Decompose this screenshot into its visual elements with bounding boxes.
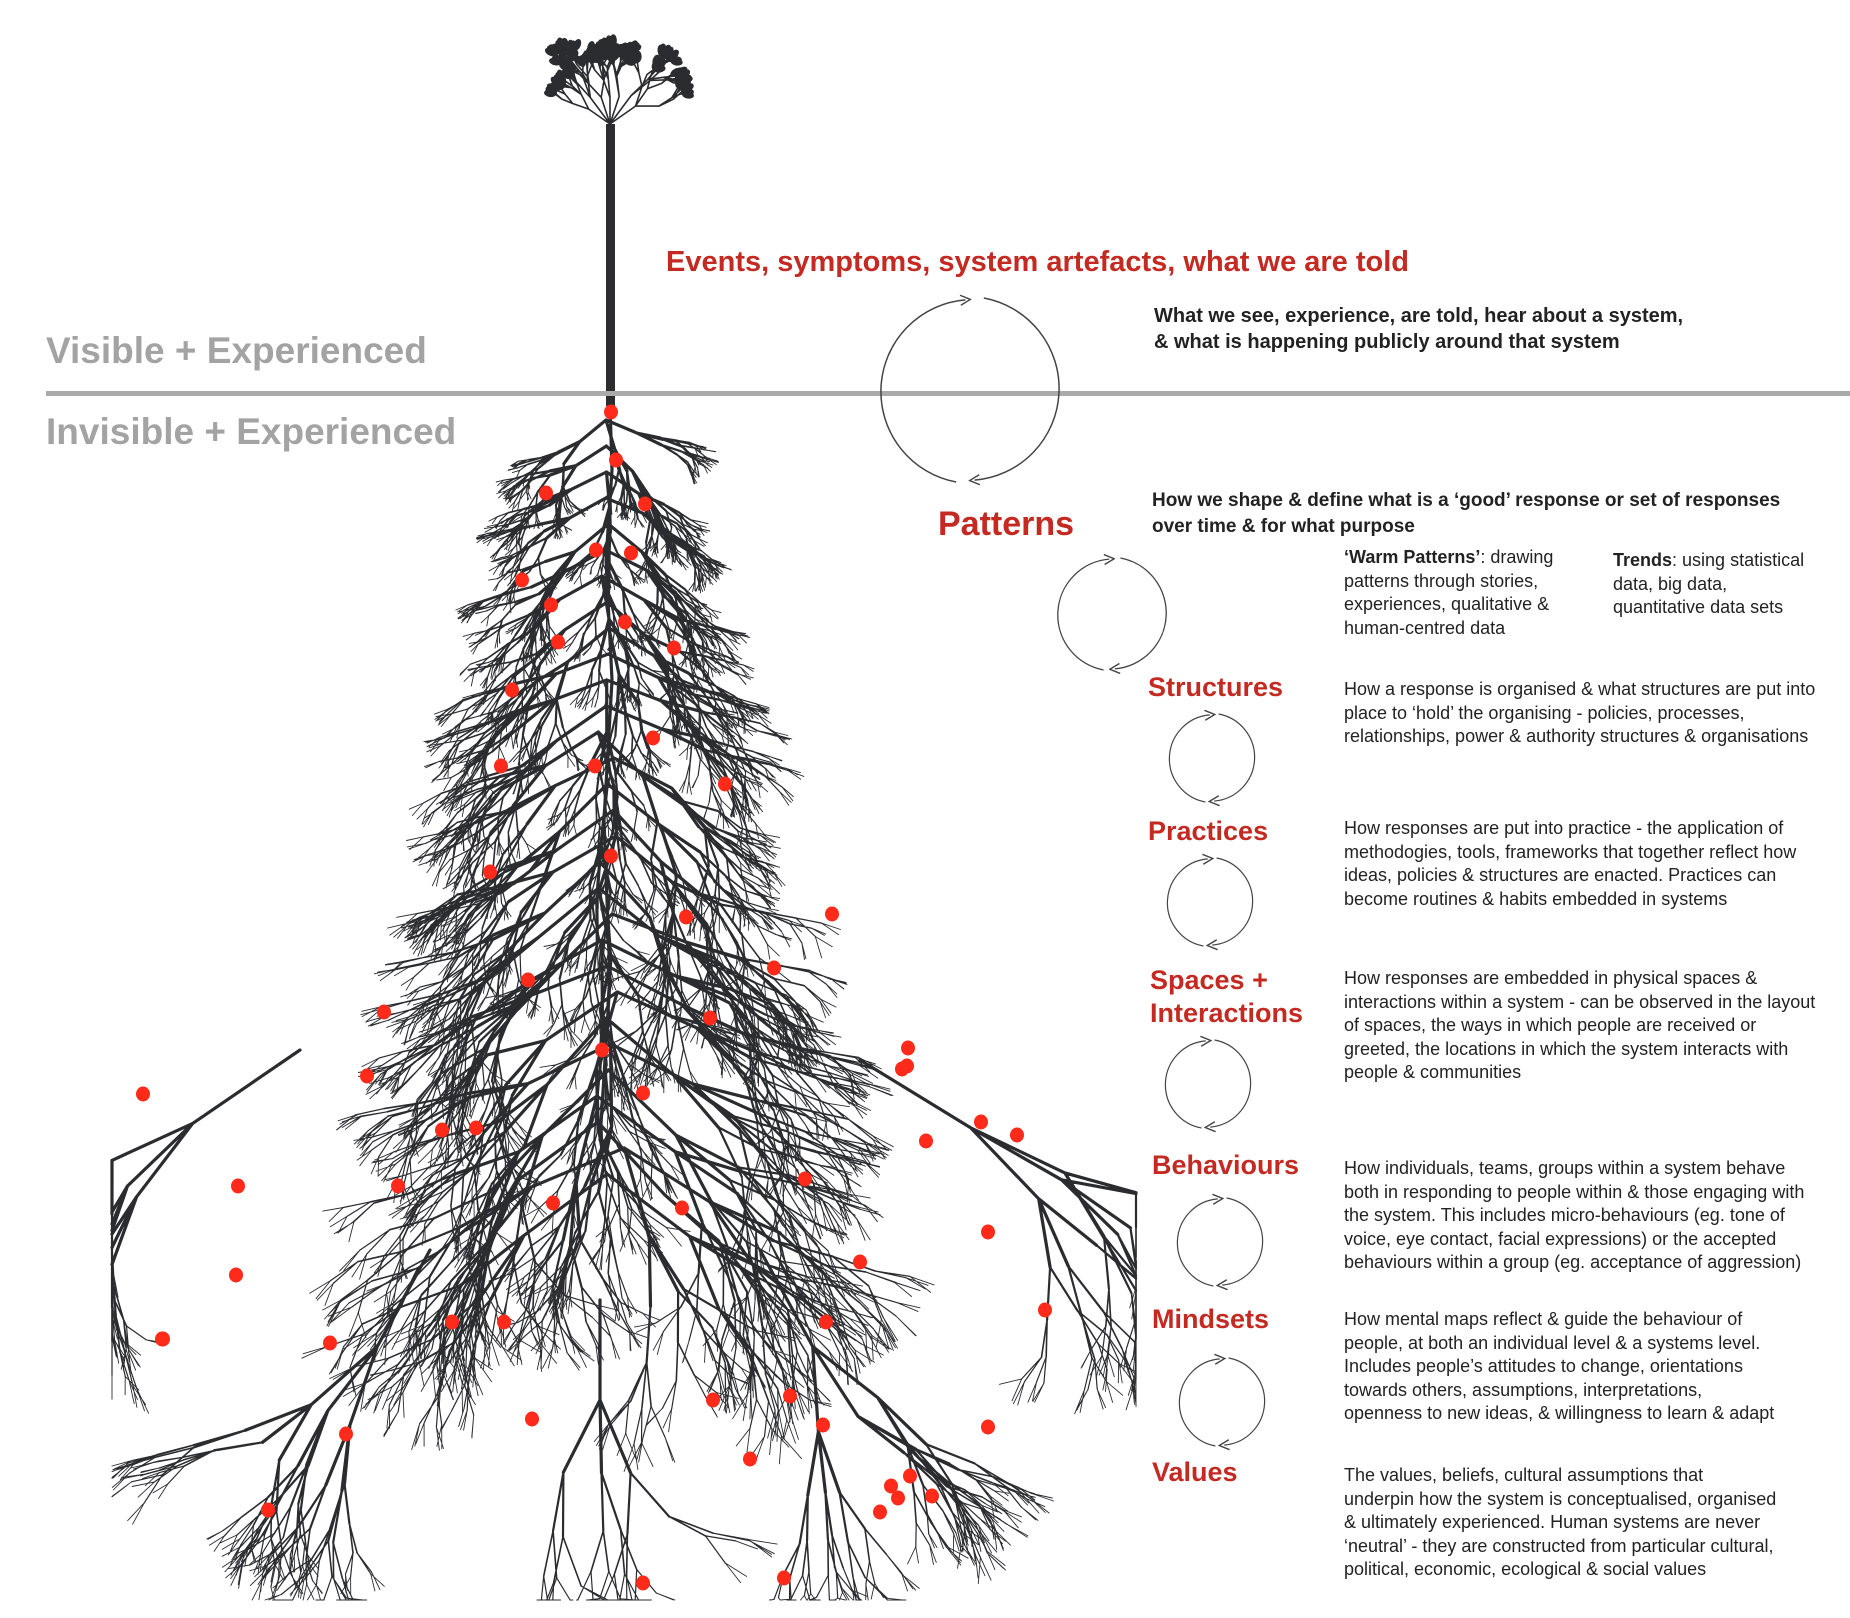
practices-line-3: ideas, policies & structures are enacted. Practices can bbox=[1344, 865, 1777, 886]
root-dot bbox=[816, 1418, 830, 1433]
root-dot bbox=[323, 1336, 337, 1351]
mindsets-line-4: towards others, assumptions, interpretations, bbox=[1344, 1379, 1703, 1400]
behaviours-line-5: behaviours within a group (eg. acceptance of aggression) bbox=[1344, 1252, 1802, 1273]
root-dot bbox=[624, 546, 638, 561]
root-branches bbox=[112, 404, 1136, 1495]
root-dot bbox=[706, 1393, 720, 1408]
root-dot bbox=[391, 1179, 405, 1194]
surface-divider bbox=[46, 391, 1850, 396]
structures-description bbox=[1344, 678, 1849, 749]
warm-patterns-note bbox=[1344, 546, 1553, 640]
root-dot bbox=[551, 635, 565, 650]
events-desc-line-2: & what is happening publicly around that system bbox=[1154, 331, 1620, 353]
cycle-arrow-icon bbox=[1169, 715, 1209, 802]
root-dot bbox=[925, 1489, 939, 1504]
trends-note bbox=[1613, 549, 1804, 620]
root-dot bbox=[718, 777, 732, 792]
spaces-line-3: of spaces, the ways in which people are received or bbox=[1344, 1015, 1757, 1036]
warm-line-4: human-centred data bbox=[1344, 617, 1506, 638]
patterns-desc-line-2: over time & for what purpose bbox=[1152, 516, 1415, 537]
cycle-arrow-icon bbox=[1177, 1199, 1217, 1286]
cycle-arrow-icon bbox=[1179, 1359, 1219, 1446]
values-line-1: The values, beliefs, cultural assumptions that bbox=[1344, 1465, 1704, 1485]
root-dot bbox=[261, 1503, 275, 1518]
root-dot bbox=[525, 1412, 539, 1427]
practices-line-1: How responses are put into practice - the application of bbox=[1344, 818, 1784, 838]
root-dot bbox=[895, 1062, 909, 1077]
practices-description bbox=[1344, 817, 1844, 911]
root-dot bbox=[767, 961, 781, 976]
behaviours-line-2: both in responding to people within & those engaging with bbox=[1344, 1181, 1805, 1202]
mindsets-line-1: How mental maps reflect & guide the behaviour of bbox=[1344, 1309, 1743, 1329]
structures-line-2: place to ‘hold’ the organising - policies, processes, bbox=[1344, 702, 1745, 723]
root-dot bbox=[667, 641, 681, 656]
root-dot bbox=[435, 1123, 449, 1138]
values-line-3: & ultimately experienced. Human systems are never bbox=[1344, 1512, 1761, 1533]
spaces-line-2: interactions within a system - can be observed in the layout bbox=[1344, 991, 1816, 1012]
trends-line-1: : using statistical bbox=[1672, 550, 1805, 570]
root-dot bbox=[646, 731, 660, 746]
spaces-interactions-description bbox=[1344, 967, 1850, 1085]
root-dot bbox=[377, 1005, 391, 1020]
root-dot bbox=[1010, 1128, 1024, 1143]
root-dot bbox=[638, 497, 652, 512]
root-dot bbox=[515, 573, 529, 588]
root-dot bbox=[588, 759, 602, 774]
root-system-icon bbox=[112, 404, 1136, 1600]
root-dot bbox=[825, 907, 839, 922]
mindsets-cycle bbox=[1179, 1358, 1264, 1446]
warm-patterns-term: ‘Warm Patterns’ bbox=[1344, 547, 1481, 567]
root-dot bbox=[901, 1041, 915, 1056]
root-dot bbox=[339, 1427, 353, 1442]
patterns-description bbox=[1152, 488, 1780, 540]
root-dot bbox=[445, 1315, 459, 1330]
root-branches bbox=[112, 438, 1136, 1544]
tree-trunk bbox=[606, 124, 615, 406]
root-dot bbox=[1038, 1303, 1052, 1318]
root-dot bbox=[903, 1469, 917, 1484]
root-dot bbox=[604, 849, 618, 864]
cycle-arrow-icon bbox=[1212, 858, 1252, 945]
root-dot bbox=[743, 1452, 757, 1467]
warm-line-3: experiences, qualitative & bbox=[1344, 594, 1550, 615]
mindsets-description bbox=[1344, 1308, 1844, 1426]
trends-line-2: data, big data, bbox=[1613, 573, 1728, 594]
spaces-cycle bbox=[1165, 1040, 1250, 1128]
root-dot bbox=[604, 405, 618, 420]
root-dot bbox=[974, 1115, 988, 1130]
spaces-label-line-2: Interactions bbox=[1150, 998, 1304, 1028]
root-dot bbox=[636, 1576, 650, 1591]
root-dot bbox=[229, 1268, 243, 1283]
root-dot bbox=[798, 1172, 812, 1187]
root-dot bbox=[679, 910, 693, 925]
cycle-arrow-icon bbox=[1222, 1198, 1262, 1285]
root-dot bbox=[539, 486, 553, 501]
root-dot bbox=[483, 865, 497, 880]
root-dot bbox=[609, 453, 623, 468]
cycle-arrow-icon bbox=[1210, 1040, 1250, 1127]
root-dot bbox=[589, 543, 603, 558]
values-label: Values bbox=[1152, 1457, 1238, 1487]
events-description bbox=[1154, 303, 1683, 355]
root-dot bbox=[136, 1087, 150, 1102]
behaviours-line-3: the system. This includes micro-behaviours (eg. tone of bbox=[1344, 1205, 1785, 1226]
root-dot bbox=[505, 683, 519, 698]
structures-label: Structures bbox=[1148, 672, 1284, 702]
root-dot bbox=[853, 1255, 867, 1270]
visible-region-label: Visible + Experienced bbox=[46, 330, 427, 371]
spaces-line-5: people & communities bbox=[1344, 1062, 1522, 1083]
practices-line-2: methodogies, tools, frameworks that together reflect how bbox=[1344, 841, 1797, 862]
spaces-interactions-label bbox=[1150, 964, 1303, 1030]
mindsets-line-2: people, at both an individual level & a systems level. bbox=[1344, 1332, 1761, 1353]
warm-line-2: patterns through stories, bbox=[1344, 570, 1539, 591]
mindsets-label: Mindsets bbox=[1152, 1304, 1270, 1334]
root-dot bbox=[544, 598, 558, 613]
root-dot bbox=[783, 1389, 797, 1404]
canopy-branches bbox=[550, 40, 688, 124]
behaviours-line-1: How individuals, teams, groups within a system behave bbox=[1344, 1158, 1786, 1178]
trends-term: Trends bbox=[1613, 550, 1673, 570]
spaces-label-line-1: Spaces + bbox=[1150, 965, 1268, 995]
behaviours-description bbox=[1344, 1157, 1844, 1275]
root-dot bbox=[156, 1332, 170, 1347]
root-dot bbox=[819, 1315, 833, 1330]
structures-cycle bbox=[1169, 714, 1254, 802]
practices-line-4: become routines & habits embedded in systems bbox=[1344, 888, 1728, 909]
root-dot bbox=[521, 973, 535, 988]
trends-line-3: quantitative data sets bbox=[1613, 597, 1784, 618]
cycle-arrow-icon bbox=[1167, 859, 1207, 946]
root-dot bbox=[981, 1420, 995, 1435]
root-dot bbox=[891, 1491, 905, 1506]
root-dot bbox=[595, 1043, 609, 1058]
root-dot bbox=[981, 1225, 995, 1240]
values-line-2: underpin how the system is conceptualised, organised bbox=[1344, 1488, 1777, 1509]
root-dot bbox=[360, 1069, 374, 1084]
root-dot bbox=[873, 1505, 887, 1520]
practices-cycle bbox=[1167, 858, 1252, 946]
tree-canopy-icon bbox=[544, 34, 696, 124]
events-title: Events, symptoms, system artefacts, what we are told bbox=[666, 246, 1409, 278]
structures-line-3: relationships, power & authority structures & organisations bbox=[1344, 726, 1809, 747]
behaviours-label: Behaviours bbox=[1152, 1150, 1300, 1180]
root-dot bbox=[497, 1315, 511, 1330]
root-dot bbox=[675, 1201, 689, 1216]
patterns-desc-line-1: How we shape & define what is a ‘good’ response or set of responses bbox=[1152, 490, 1781, 511]
cycle-arrow-icon bbox=[1214, 714, 1254, 801]
values-line-5: political, economic, ecological & social values bbox=[1344, 1559, 1707, 1580]
spaces-line-4: greeted, the locations in which the system interacts with bbox=[1344, 1038, 1789, 1059]
invisible-region-label: Invisible + Experienced bbox=[46, 411, 457, 452]
structures-line-1: How a response is organised & what structures are put into bbox=[1344, 679, 1816, 699]
root-dot bbox=[777, 1571, 791, 1586]
behaviours-cycle bbox=[1177, 1198, 1262, 1286]
root-dot bbox=[703, 1011, 717, 1026]
practices-label: Practices bbox=[1148, 816, 1269, 846]
mindsets-line-3: Includes people’s attitudes to change, orientations bbox=[1344, 1356, 1743, 1377]
warm-line-1: : drawing bbox=[1480, 547, 1554, 567]
root-dot bbox=[231, 1179, 245, 1194]
values-line-4: ‘neutral’ - they are constructed from particular cultural, bbox=[1344, 1535, 1774, 1556]
patterns-label: Patterns bbox=[938, 505, 1075, 543]
root-dot bbox=[636, 1086, 650, 1101]
events-desc-line-1: What we see, experience, are told, hear about a system, bbox=[1154, 305, 1684, 327]
cycle-arrow-icon bbox=[1224, 1358, 1264, 1445]
spaces-line-1: How responses are embedded in physical spaces & bbox=[1344, 968, 1758, 988]
values-description bbox=[1344, 1464, 1844, 1582]
root-dot bbox=[546, 1196, 560, 1211]
root-dot bbox=[919, 1134, 933, 1149]
root-dot bbox=[469, 1121, 483, 1136]
mindsets-line-5: openness to new ideas, & willingness to learn & adapt bbox=[1344, 1403, 1775, 1424]
behaviours-line-4: voice, eye contact, facial expressions) or the accepted bbox=[1344, 1228, 1777, 1249]
root-dot bbox=[618, 615, 632, 630]
cycle-arrow-icon bbox=[1165, 1041, 1205, 1128]
root-dot bbox=[494, 759, 508, 774]
